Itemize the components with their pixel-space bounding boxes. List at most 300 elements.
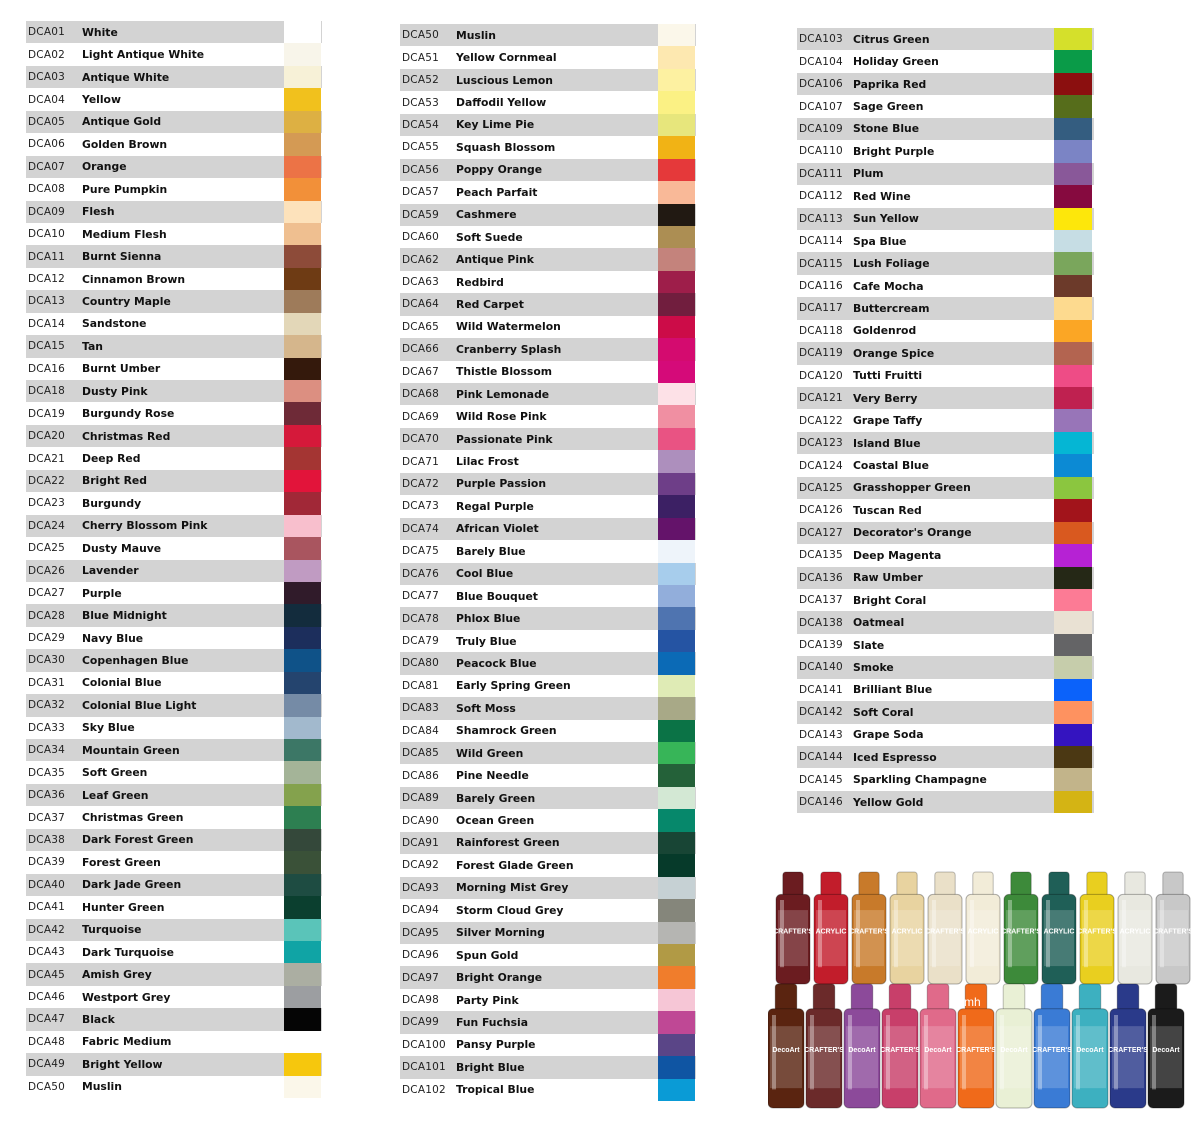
swatch-row	[26, 672, 322, 694]
swatch-row	[26, 582, 322, 604]
color-name: Luscious Lemon	[456, 73, 553, 87]
color-code: DCA142	[799, 706, 843, 719]
color-name: Flesh	[82, 205, 115, 219]
color-code: DCA145	[799, 773, 843, 786]
color-swatch	[284, 380, 321, 402]
color-name: Wild Rose Pink	[456, 410, 547, 424]
color-swatch	[1054, 656, 1092, 678]
color-code: DCA144	[799, 751, 843, 764]
color-code: DCA37	[28, 811, 65, 824]
color-name: Medium Flesh	[82, 227, 167, 241]
color-name: Leaf Green	[82, 788, 149, 802]
color-name: Country Maple	[82, 294, 171, 308]
paint-bottle	[925, 872, 965, 984]
color-name: Antique White	[82, 70, 170, 84]
svg-text:CRAFTER'S: CRAFTER'S	[1001, 928, 1041, 936]
color-name: Plum	[853, 167, 884, 181]
color-code: DCA71	[402, 455, 439, 468]
color-code: DCA73	[402, 500, 439, 513]
color-code: DCA81	[402, 679, 439, 692]
color-code: DCA52	[402, 74, 439, 87]
swatch-row	[400, 204, 696, 226]
paint-bottle	[773, 872, 813, 984]
color-swatch	[1054, 454, 1092, 476]
color-code: DCA67	[402, 365, 439, 378]
color-swatch	[284, 604, 321, 626]
color-name: Fun Fuchsia	[456, 1015, 528, 1029]
color-name: Yellow Gold	[853, 795, 924, 809]
swatch-row	[26, 1076, 322, 1098]
color-name: Paprika Red	[853, 77, 927, 91]
swatch-row	[400, 405, 696, 427]
color-code: DCA102	[402, 1083, 446, 1096]
color-name: Light Antique White	[82, 48, 205, 62]
swatch-row	[797, 140, 1094, 162]
swatch-row	[26, 806, 322, 828]
color-name: Soft Green	[82, 766, 148, 780]
color-swatch	[658, 563, 695, 585]
color-code: DCA98	[402, 994, 439, 1007]
color-name: Brilliant Blue	[853, 683, 933, 697]
color-code: DCA14	[28, 317, 65, 330]
swatch-row	[797, 432, 1094, 454]
swatch-row	[26, 761, 322, 783]
paint-bottle	[804, 984, 844, 1108]
color-code: DCA75	[402, 545, 439, 558]
color-swatch	[284, 1076, 321, 1098]
color-code: DCA125	[799, 481, 843, 494]
color-swatch	[658, 114, 695, 136]
color-swatch	[1054, 185, 1092, 207]
color-swatch	[1054, 679, 1092, 701]
color-code: DCA38	[28, 833, 65, 846]
color-swatch	[1054, 409, 1092, 431]
swatch-row	[400, 854, 696, 876]
swatch-row	[26, 515, 322, 537]
color-name: Deep Red	[82, 452, 141, 466]
color-code: DCA72	[402, 477, 439, 490]
color-swatch	[284, 290, 321, 312]
color-swatch	[1054, 724, 1092, 746]
color-code: DCA139	[799, 639, 843, 652]
svg-text:CRAFTER'S: CRAFTER'S	[804, 1047, 844, 1055]
swatch-row	[797, 724, 1094, 746]
paint-bottle	[849, 872, 889, 984]
swatch-row	[26, 447, 322, 469]
svg-text:CRAFTER'S: CRAFTER'S	[925, 928, 965, 936]
color-code: DCA02	[28, 48, 65, 61]
color-name: Grasshopper Green	[853, 481, 971, 495]
color-name: Burnt Umber	[82, 362, 161, 376]
swatch-column-3	[797, 28, 1094, 813]
color-name: Amish Grey	[82, 968, 152, 982]
color-name: Dusty Mauve	[82, 541, 162, 555]
color-code: DCA23	[28, 497, 65, 510]
paint-bottle	[768, 984, 804, 1108]
color-swatch	[284, 402, 321, 424]
color-swatch	[658, 428, 695, 450]
color-swatch	[1054, 163, 1092, 185]
color-code: DCA04	[28, 93, 65, 106]
color-name: Sandstone	[82, 317, 147, 331]
color-name: Coastal Blue	[853, 459, 929, 473]
swatch-row	[400, 450, 696, 472]
swatch-column-2	[400, 24, 696, 1101]
color-swatch	[284, 649, 321, 671]
color-swatch	[1054, 567, 1092, 589]
color-name: Navy Blue	[82, 631, 144, 645]
color-swatch	[658, 405, 695, 427]
color-code: DCA135	[799, 549, 843, 562]
color-swatch	[1054, 118, 1092, 140]
color-swatch	[1054, 387, 1092, 409]
color-code: DCA60	[402, 231, 439, 244]
color-name: Purple	[82, 586, 122, 600]
color-swatch	[284, 156, 321, 178]
swatch-row	[400, 899, 696, 921]
color-code: DCA62	[402, 253, 439, 266]
swatch-row	[400, 675, 696, 697]
color-swatch	[658, 720, 695, 742]
color-code: DCA99	[402, 1016, 439, 1029]
color-name: Daffodil Yellow	[456, 96, 547, 110]
color-swatch	[284, 470, 321, 492]
swatch-row	[400, 966, 696, 988]
color-name: Sparkling Champagne	[853, 773, 987, 787]
color-name: Christmas Green	[82, 811, 184, 825]
color-code: DCA137	[799, 594, 843, 607]
color-name: Cafe Mocha	[853, 279, 924, 293]
color-swatch	[1054, 701, 1092, 723]
svg-text:CRAFTER'S: CRAFTER'S	[956, 1047, 996, 1055]
color-name: Island Blue	[853, 436, 921, 450]
swatch-row	[26, 111, 322, 133]
swatch-row	[26, 425, 322, 447]
swatch-row	[400, 540, 696, 562]
swatch-row	[400, 495, 696, 517]
swatch-row	[400, 316, 696, 338]
color-swatch	[1054, 499, 1092, 521]
swatch-row	[797, 275, 1094, 297]
color-code: DCA22	[28, 474, 65, 487]
svg-text:DecoArt: DecoArt	[848, 1047, 876, 1055]
svg-text:CRAFTER'S: CRAFTER'S	[1153, 928, 1193, 936]
color-code: DCA89	[402, 792, 439, 805]
color-name: Purple Passion	[456, 477, 547, 491]
swatch-row	[26, 223, 322, 245]
color-code: DCA101	[402, 1061, 446, 1074]
color-name: Tuscan Red	[853, 503, 922, 517]
color-swatch	[284, 313, 321, 335]
color-swatch	[658, 46, 695, 68]
swatch-row	[400, 1079, 696, 1101]
color-swatch	[1054, 746, 1092, 768]
color-code: DCA63	[402, 276, 439, 289]
color-code: DCA21	[28, 452, 65, 465]
color-name: Stone Blue	[853, 122, 920, 136]
swatch-row	[26, 537, 322, 559]
color-name: Bright Red	[82, 474, 147, 488]
color-swatch	[658, 966, 695, 988]
color-swatch	[658, 248, 695, 270]
color-code: DCA36	[28, 789, 65, 802]
color-name: Colonial Blue	[82, 676, 162, 690]
swatch-row	[797, 454, 1094, 476]
color-name: Shamrock Green	[456, 724, 557, 738]
color-swatch	[284, 223, 321, 245]
color-name: Muslin	[82, 1080, 122, 1094]
color-swatch	[658, 607, 695, 629]
color-code: DCA122	[799, 414, 843, 427]
swatch-row	[797, 477, 1094, 499]
swatch-row	[400, 563, 696, 585]
color-swatch	[284, 694, 321, 716]
color-code: DCA100	[402, 1038, 446, 1051]
color-name: Copenhagen Blue	[82, 653, 189, 667]
color-code: DCA115	[799, 257, 843, 270]
svg-text:DecoArt: DecoArt	[772, 1047, 800, 1055]
swatch-row	[400, 630, 696, 652]
color-name: Mountain Green	[82, 743, 180, 757]
color-swatch	[658, 630, 695, 652]
color-name: Sky Blue	[82, 721, 135, 735]
bottle-row-back	[773, 872, 1193, 984]
color-code: DCA54	[402, 118, 439, 131]
swatch-row	[797, 791, 1094, 813]
color-name: Lush Foliage	[853, 257, 930, 271]
paint-bottle	[844, 984, 880, 1108]
color-name: Redbird	[456, 275, 504, 289]
color-swatch	[1054, 791, 1092, 813]
color-name: Antique Pink	[456, 253, 534, 267]
color-code: DCA66	[402, 343, 439, 356]
color-code: DCA41	[28, 901, 65, 914]
color-name: Burgundy	[82, 496, 142, 510]
color-swatch	[658, 226, 695, 248]
swatch-row	[400, 989, 696, 1011]
color-name: Peacock Blue	[456, 656, 537, 670]
color-swatch	[1054, 275, 1092, 297]
swatch-row	[400, 720, 696, 742]
swatch-row	[26, 133, 322, 155]
color-name: African Violet	[456, 522, 539, 536]
swatch-row	[797, 634, 1094, 656]
color-code: DCA79	[402, 635, 439, 648]
color-code: DCA20	[28, 430, 65, 443]
color-name: Yellow	[82, 93, 121, 107]
svg-text:CRAFTER'S: CRAFTER'S	[1032, 1047, 1072, 1055]
color-swatch	[284, 268, 321, 290]
swatch-row	[400, 764, 696, 786]
swatch-row	[400, 809, 696, 831]
swatch-row	[400, 518, 696, 540]
color-swatch	[284, 582, 321, 604]
color-name: Sage Green	[853, 100, 924, 114]
color-name: Poppy Orange	[456, 163, 543, 177]
paint-bottle	[1153, 872, 1193, 984]
color-code: DCA127	[799, 526, 843, 539]
swatch-row	[400, 91, 696, 113]
color-code: DCA70	[402, 433, 439, 446]
paint-bottle	[890, 872, 924, 984]
color-name: Pink Lemonade	[456, 387, 550, 401]
color-swatch	[284, 963, 321, 985]
color-swatch	[1054, 611, 1092, 633]
color-code: DCA15	[28, 340, 65, 353]
color-name: Party Pink	[456, 993, 519, 1007]
color-code: DCA146	[799, 796, 843, 809]
swatch-row	[400, 114, 696, 136]
color-code: DCA51	[402, 51, 439, 64]
color-code: DCA18	[28, 385, 65, 398]
color-code: DCA91	[402, 836, 439, 849]
color-name: Pansy Purple	[456, 1038, 536, 1052]
color-code: DCA26	[28, 564, 65, 577]
swatch-row	[400, 338, 696, 360]
swatch-row	[26, 963, 322, 985]
svg-text:CRAFTER'S: CRAFTER'S	[1108, 1047, 1148, 1055]
svg-text:DecoArt: DecoArt	[924, 1047, 952, 1055]
color-swatch	[284, 178, 321, 200]
color-swatch	[284, 447, 321, 469]
color-code: DCA33	[28, 721, 65, 734]
paint-bottle	[880, 984, 920, 1108]
swatch-row	[26, 1031, 322, 1053]
color-code: DCA64	[402, 298, 439, 311]
color-name: Pure Pumpkin	[82, 182, 168, 196]
swatch-row	[26, 88, 322, 110]
swatch-row	[400, 742, 696, 764]
color-swatch	[284, 245, 321, 267]
color-code: DCA68	[402, 388, 439, 401]
swatch-row	[26, 604, 322, 626]
color-name: Very Berry	[853, 391, 918, 405]
color-swatch	[658, 316, 695, 338]
color-code: DCA107	[799, 100, 843, 113]
color-name: Orange Spice	[853, 346, 935, 360]
swatch-row	[400, 877, 696, 899]
color-code: DCA57	[402, 186, 439, 199]
color-code: DCA27	[28, 587, 65, 600]
color-name: Lilac Frost	[456, 455, 519, 469]
swatch-row	[797, 342, 1094, 364]
color-code: DCA29	[28, 632, 65, 645]
swatch-row	[400, 832, 696, 854]
svg-text:CRAFTER'S: CRAFTER'S	[773, 928, 813, 936]
swatch-row	[400, 1034, 696, 1056]
color-code: DCA25	[28, 542, 65, 555]
color-code: DCA45	[28, 968, 65, 981]
swatch-row	[26, 290, 322, 312]
color-swatch	[284, 560, 321, 582]
color-name: Peach Parfait	[456, 185, 538, 199]
swatch-row	[400, 159, 696, 181]
swatch-row	[26, 784, 322, 806]
color-code: DCA90	[402, 814, 439, 827]
svg-text:ACRYLIC: ACRYLIC	[891, 928, 923, 936]
color-code: DCA11	[28, 250, 65, 263]
color-name: Cashmere	[456, 208, 517, 222]
color-swatch	[658, 450, 695, 472]
swatch-row	[26, 335, 322, 357]
swatch-row	[797, 567, 1094, 589]
color-name: Bright Coral	[853, 593, 927, 607]
color-code: DCA112	[799, 190, 843, 203]
svg-text:CRAFTER'S: CRAFTER'S	[880, 1047, 920, 1055]
swatch-row	[797, 95, 1094, 117]
color-code: DCA30	[28, 654, 65, 667]
swatch-row	[797, 118, 1094, 140]
color-swatch	[1054, 320, 1092, 342]
color-swatch	[284, 66, 321, 88]
color-swatch	[1054, 544, 1092, 566]
color-swatch	[284, 425, 321, 447]
swatch-row	[400, 69, 696, 91]
color-name: Bright Yellow	[82, 1057, 163, 1071]
color-name: Iced Espresso	[853, 750, 937, 764]
color-code: DCA43	[28, 946, 65, 959]
color-swatch	[658, 181, 695, 203]
swatch-row	[797, 544, 1094, 566]
color-swatch	[658, 877, 695, 899]
color-name: Deep Magenta	[853, 548, 942, 562]
color-name: Morning Mist Grey	[456, 881, 569, 895]
svg-text:ACRYLIC: ACRYLIC	[1119, 928, 1151, 936]
color-name: Barely Blue	[456, 544, 526, 558]
color-name: Decorator's Orange	[853, 526, 972, 540]
color-swatch	[658, 159, 695, 181]
swatch-row	[26, 919, 322, 941]
swatch-row	[400, 383, 696, 405]
color-code: DCA119	[799, 347, 843, 360]
color-swatch	[1054, 477, 1092, 499]
color-name: Rainforest Green	[456, 836, 560, 850]
color-swatch	[284, 537, 321, 559]
color-name: Grape Taffy	[853, 414, 923, 428]
color-name: Phlox Blue	[456, 612, 521, 626]
color-swatch	[284, 88, 321, 110]
swatch-row	[797, 387, 1094, 409]
color-swatch	[658, 473, 695, 495]
color-swatch	[658, 1011, 695, 1033]
color-swatch	[1054, 140, 1092, 162]
color-code: DCA76	[402, 567, 439, 580]
swatch-row	[797, 589, 1094, 611]
swatch-row	[797, 746, 1094, 768]
color-code: DCA106	[799, 78, 843, 91]
swatch-row	[26, 739, 322, 761]
color-code: DCA49	[28, 1058, 65, 1071]
color-code: DCA32	[28, 699, 65, 712]
color-name: Oatmeal	[853, 616, 905, 630]
color-code: DCA53	[402, 96, 439, 109]
color-name: Blue Bouquet	[456, 589, 538, 603]
color-name: Passionate Pink	[456, 432, 553, 446]
color-swatch	[658, 1056, 695, 1078]
color-swatch	[658, 787, 695, 809]
color-code: DCA74	[402, 522, 439, 535]
paint-bottle	[1118, 872, 1152, 984]
color-code: DCA13	[28, 295, 65, 308]
color-swatch	[1054, 297, 1092, 319]
color-name: Holiday Green	[853, 55, 939, 69]
color-swatch	[658, 540, 695, 562]
color-code: DCA06	[28, 138, 65, 151]
color-swatch	[658, 697, 695, 719]
swatch-row	[797, 163, 1094, 185]
color-name: Forest Glade Green	[456, 858, 574, 872]
color-name: Orange	[82, 160, 127, 174]
